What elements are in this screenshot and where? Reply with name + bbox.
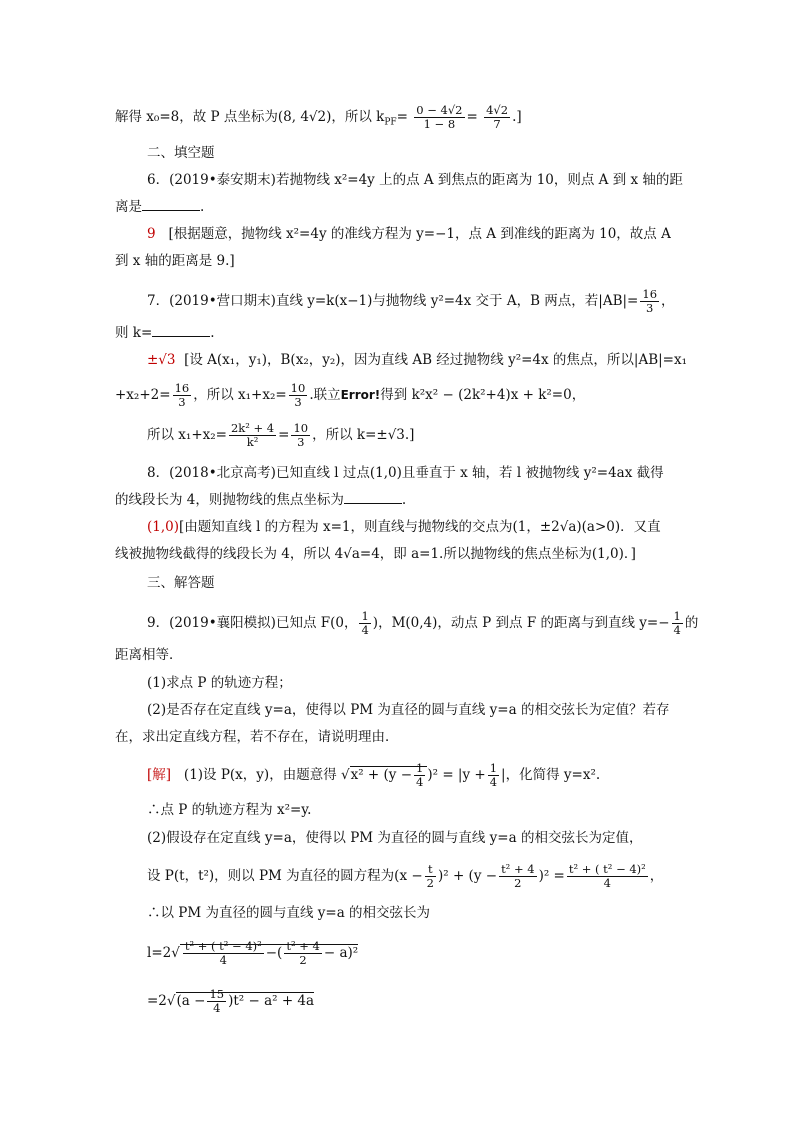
question-9-part-2-line-1: (2)是否存在定直线 y=a，使得以 PM 为直径的圆与直线 y=a 的相交弦长为定值？若存 [147, 702, 670, 718]
solution-step-3: (2)假设存在定直线 y=a，使得以 PM 为直径的圆与直线 y=a 的相交弦长为定值， [147, 830, 643, 846]
solution-line-1: 解得 x₀=8，故 P 点坐标为(8, 4√2)，所以 $k_{PF}=$ $\frac{0 - 4√2}{1 - 8}$ = $\frac{4√2}{7}$ .] [115, 103, 522, 131]
solution-step-6: l=2√ $\frac{\text{t² + ( t² − 4)²}}{4}$ −( $\frac{\text{t² + 4}}{2}$ − a)² [147, 939, 359, 967]
solution-step-2: ∴点 P 的轨迹方程为 x²=y. [147, 802, 312, 818]
question-9-part-2-line-2: 在，求出定直线方程，若不存在，请说明理由． [115, 729, 399, 745]
solution-step-4: 设 P(t，t²)，则以 PM 为直径的圆方程为(x − $\frac{t}{2}$ )² + (y − $\frac{\text{t² + 4}}{2}$ )² = $\frac{\text{t² + ( t² − 4)²}}{4}$ ， [147, 862, 664, 890]
question-8-line-1: 8．(2018•北京高考)已知直线 l 过点(1,0)且垂直于 x 轴，若 l 被抛物线 y²=4ax 截得 [147, 465, 664, 481]
answer-7-line-2: +x₂+2= $\frac{16}{3}$ ，所以 x₁+x₂= $\frac{10}{3}$ .联立Error!得到 k²x² − (2k²+4)x + k²=0， [115, 381, 586, 409]
answer-8-line-1: (1,0)[由题知直线 l 的方程为 x=1，则直线与抛物线的交点为(1，±2√a)(a>0)．又直 [147, 519, 661, 535]
solution-step-5: ∴以 PM 为直径的圆与直线 y=a 的相交弦长为 [147, 905, 431, 921]
solution-step-7: =2√(a − $\frac{15}{4}$ )t² − a² + 4a [147, 987, 315, 1015]
answer-blank[interactable] [152, 323, 210, 337]
question-9-part-1: (1)求点 P 的轨迹方程； [147, 675, 292, 691]
solution-step-1: [解] (1)设 P(x，y)，由题意得 √x² + (y − $\frac{1}{4}$ )² = |y + $\frac{1}{4}$ |，化简得 y=x². [147, 761, 601, 789]
question-6-line-2: 离是 . [115, 199, 205, 215]
section-heading-fill-in: 二、填空题 [147, 145, 215, 161]
answer-8-line-2: 线被抛物线截得的线段长为 4，所以 4√a=4，即 a=1.所以抛物线的焦点坐标为(1,0)．] [115, 546, 636, 562]
answer-blank[interactable] [142, 197, 200, 211]
question-8-line-2: 的线段长为 4，则抛物线的焦点坐标为 . [115, 492, 407, 508]
answer-6-line-1: 9 [根据题意，抛物线 x²=4y 的准线方程为 y=−1，点 A 到准线的距离为 10，故点 A [147, 226, 671, 242]
answer-6-line-2: 到 x 轴的距离是 9.] [115, 253, 235, 269]
answer-7-line-1: ±√3 [设 A(x₁，y₁)，B(x₂，y₂)，因为直线 AB 经过抛物线 y²=4x 的焦点，所以|AB|=x₁ [147, 352, 688, 368]
question-7-line-1: 7．(2019•营口期末)直线 y=k(x−1)与抛物线 y²=4x 交于 A，B 两点，若|AB|= $\frac{16}{3}$ ， [147, 287, 675, 315]
question-9-line-1: 9．(2019•襄阳模拟)已知点 F(0， $\frac{1}{4}$ )，M(0,4)，动点 P 到点 F 的距离与到直线 y=− $\frac{1}{4}$ 的 [147, 609, 699, 637]
section-heading-solutions: 三、解答题 [147, 575, 215, 591]
answer-blank[interactable] [344, 490, 402, 504]
question-7-line-2: 则 k= . [115, 325, 215, 341]
answer-7-line-3: 所以 x₁+x₂= $\frac{\text{2k² + 4}}{\text{k²}}$ = $\frac{10}{3}$ ，所以 k=±√3.] [147, 421, 415, 449]
question-6-line-1: 6．(2019•泰安期末)若抛物线 x²=4y 上的点 A 到焦点的距离为 10，则点 A 到 x 轴的距 [147, 172, 683, 188]
question-9-line-2: 距离相等． [115, 647, 183, 663]
